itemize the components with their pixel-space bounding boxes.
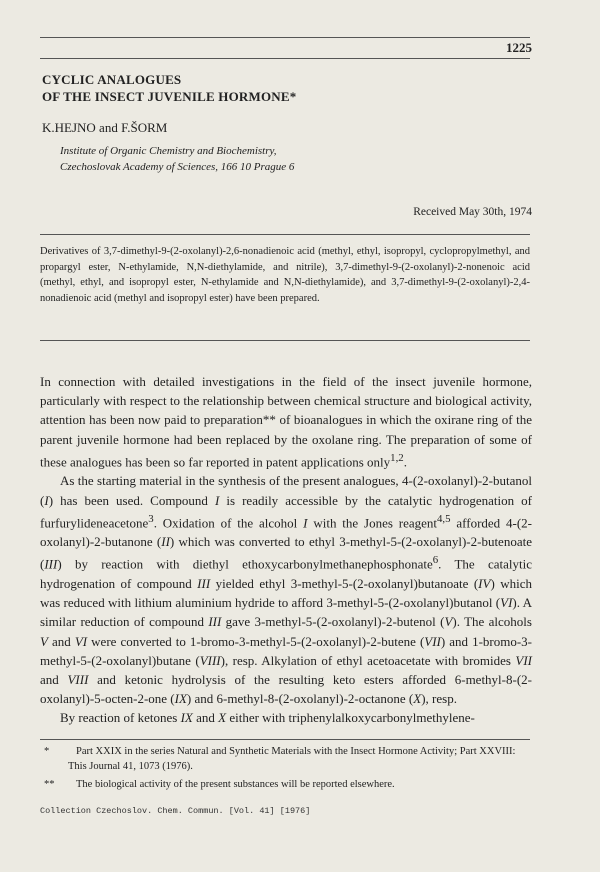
p2-text-f: afforded 4-(2-oxolanyl)-2-butanone ( [40,515,533,550]
p2-text-n: ). The alcohols [452,614,532,630]
compound-ref: VII [515,652,533,668]
compound-ref: III [44,556,58,572]
p3-text-a: By reaction of ketones [60,710,181,726]
compound-ref: III [197,576,211,592]
p2-text-m: gave 3-methyl-5-(2-oxolanyl)-2-butenol ( [221,614,445,630]
footnote-mark: * [44,746,50,757]
header-rule-lower [40,58,530,59]
compound-ref: X [413,691,422,707]
compound-ref: II [161,534,170,550]
p2-text-g: ) which was converted to ethyl 3-methyl-5-(2-oxolanyl)-2-butenoate ( [40,534,532,572]
footnotes [44,744,530,792]
abstract-rule-bottom [40,340,530,341]
reference-4-5: 4,5 [437,512,451,525]
p2-text-a: As the starting material in the synthesis of the present analogues, 4-(2-oxolanyl)-2-butanol ( [40,473,532,508]
article-title [42,71,296,105]
p2-text-j: yielded ethyl 3-methyl-5-(2-oxolanyl)butanoate ( [210,576,479,592]
received-date: Received May 30th, 1974 [413,206,532,218]
footnote-rule [40,739,530,740]
compound-ref: VIII [199,652,221,668]
p2-text-i: . The catalytic hydrogenation of compound [40,556,532,592]
paragraph-1-text: In connection with detailed investigations in the field of the insect juvenile hormone, particularly with respect to the relationship between chemical structure and biological activity, attention has been now paid to preparation** of bioanalogues in which the oxirane ring of the parent juvenile hormone had been replaced by the oxolane ring. The preparation of some of these analogues has been so far reported in patent applications only [40,374,532,470]
p2-text-d: . Oxidation of the alcohol [153,515,304,531]
journal-citation: Collection Czechoslov. Chem. Commun. [Vol. 41] [1976] [40,806,311,816]
compound-ref: I [303,515,308,531]
p2-text-h: ) by reaction with diethyl ethoxycarbonylmethanephosphonate [57,556,433,572]
p2-text-r: ), resp. Alkylation of ethyl acetoacetate with bromides [220,652,516,668]
footnote-mark: ** [44,779,55,790]
reference-6: 6 [432,554,439,567]
page-number: 1225 [506,40,532,55]
reference-3: 3 [148,512,154,525]
compound-ref: I [214,492,220,508]
p2-text-t: and ketonic hydrolysis of the resulting keto esters afforded 6-methyl-8-(2-oxolanyl)-5-octen-2-one ( [40,672,532,707]
p2-text-k: ) which was reduced with lithium aluminium hydride to afford 3-methyl-5-(2-oxolanyl)butanol ( [40,576,532,611]
p2-text-e: with the Jones reagent [307,515,437,531]
footnote-text: The biological activity of the present substances will be reported elsewhere. [76,779,395,790]
p2-text-q: ) and 1-bromo-3-methyl-5-(2-oxolanyl)butane ( [40,633,533,668]
affiliation-line-1: Institute of Organic Chemistry and Biochemistry, [60,145,277,157]
compound-ref: VII [424,633,441,649]
p2-text-u: ) and 6-methyl-8-(2-oxolanyl)-2-octanone ( [186,691,414,707]
p2-text-o: and [47,633,75,649]
compound-ref: IX [180,710,193,726]
header-rule [40,37,530,38]
p2-text-s: and [40,672,68,688]
compound-ref: III [208,614,222,630]
abstract-rule-top [40,234,530,235]
paragraph-3 [40,708,532,727]
p3-text-c: either with triphenylalkoxycarbonylmethylene- [226,710,475,726]
p2-text-v: ), resp. [421,691,457,707]
compound-ref: VIII [67,672,89,688]
p2-text-l: ). A similar reduction of compound [40,595,532,630]
compound-ref: I [44,492,49,508]
title-line-2: OF THE INSECT JUVENILE HORMONE* [42,89,297,104]
footnote-1 [44,744,530,774]
abstract: Derivatives of 3,7-dimethyl-9-(2-oxolanyl)-2,6-nonadienoic acid (methyl, ethyl, isopropyl, cyclopropylmethyl, and propargyl ester, N-ethylamide, N,N-diethylamide, and nitrile), 3,7-dimethyl-9-(2-oxolanyl)-2-nonenoic acid (methyl, ethyl, and isopropyl ester, N-ethylamide and N,N-diethylamide), and 3,7-dimethyl-9-(2-oxolanyl)-2,4-nonadienoic acid (methyl and isopropyl ester) have been prepared. [40,246,530,304]
compound-ref: VI [500,595,513,611]
p3-text-b: and [192,710,219,726]
compound-ref: VI [74,633,88,649]
affiliation-line-2: Czechoslovak Academy of Sciences, 166 10 Prague 6 [60,161,295,173]
footnote-text: Part XXIX in the series Natural and Synthetic Materials with the Insect Hormone Activity; Part XXVIII: This Journal 41, 1073 (1976). [68,746,516,772]
reference-1-2: 1,2 [390,451,404,464]
affiliation [60,143,294,175]
paragraph-2 [40,471,532,708]
p2-text-b: ) has been used. Compound [48,492,215,508]
compound-ref: IV [478,576,491,592]
title-line-1: CYCLIC ANALOGUES [42,72,182,87]
footnote-2 [44,777,530,792]
compound-ref: IX [174,691,187,707]
p2-text-p: were converted to 1-bromo-3-methyl-5-(2-oxolanyl)-2-butene ( [87,633,425,649]
authors: K.HEJNO and F.ŠORM [42,120,168,135]
compound-ref: X [218,710,227,726]
paragraph-1: In connection with detailed investigations in the field of the insect juvenile hormone, particularly with respect to the relationship between chemical structure and biological activity, attention has been now paid to preparation** of bioanalogues in which the oxirane ring of the parent juvenile hormone had been replaced by the oxolane ring. The preparation of some of these analogues has been so far reported in patent applications only$^{1,2}$. [40,374,532,470]
p2-text-c: is readily accessible by the catalytic hydrogenation of furfurylideneacetone [40,492,532,531]
compound-ref: V [40,633,48,649]
compound-ref: V [444,614,453,630]
body-text [40,372,532,728]
